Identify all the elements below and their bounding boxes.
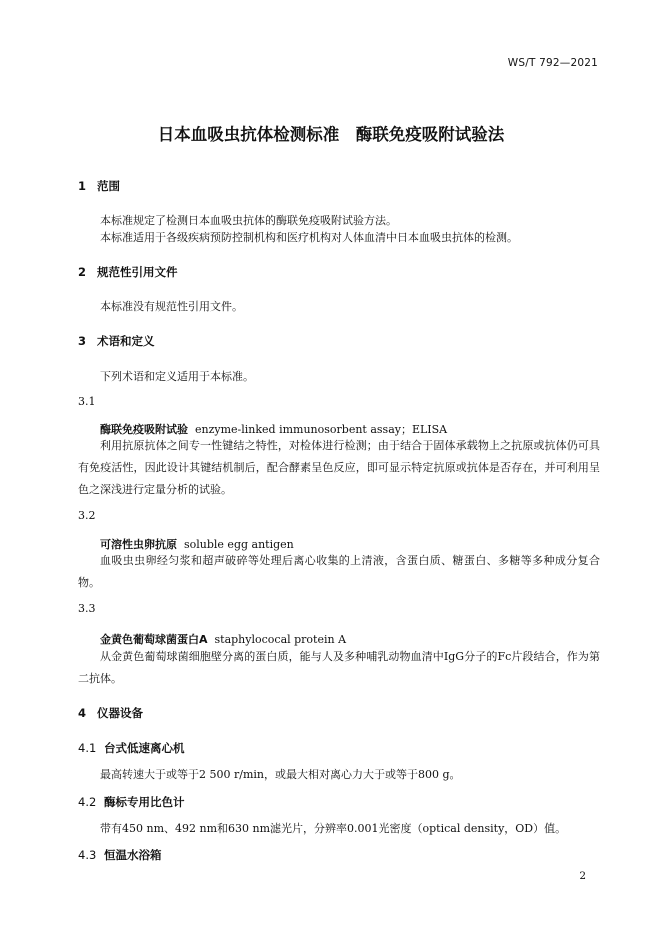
term-3-1-number: 3.1 — [78, 395, 96, 408]
section-number: 1 — [78, 179, 87, 193]
section-3-heading — [78, 333, 155, 349]
subsection-title: 酶标专用比色计 — [104, 795, 185, 809]
section-number: 3 — [78, 334, 87, 348]
term-english: soluble egg antigen — [184, 538, 294, 551]
section-title: 仪器设备 — [97, 706, 143, 720]
section-3-paragraph-1: 下列术语和定义适用于本标准。 — [100, 370, 254, 383]
subsection-title: 恒温水浴箱 — [104, 848, 162, 862]
term-english: enzyme-linked immunosorbent assay；ELISA — [195, 423, 448, 436]
term-3-2-number: 3.2 — [78, 509, 96, 522]
subsection-4-2-heading — [78, 794, 185, 810]
section-number: 2 — [78, 265, 87, 279]
term-chinese: 可溶性虫卵抗原 — [100, 538, 177, 551]
section-1-heading — [78, 178, 120, 194]
term-3-3 — [100, 631, 346, 647]
standard-code: WS/T 792—2021 — [507, 57, 598, 69]
subsection-4-1-text: 最高转速大于或等于2 500 r/min，或最大相对离心力大于或等于800 g。 — [100, 768, 461, 781]
term-english: staphylococal protein A — [214, 633, 347, 646]
section-title: 规范性引用文件 — [97, 265, 178, 279]
term-chinese: 酶联免疫吸附试验 — [100, 423, 188, 436]
subsection-4-3-heading — [78, 847, 162, 863]
section-1-paragraph-2: 本标准适用于各级疾病预防控制机构和医疗机构对人体血清中日本血吸虫抗体的检测。 — [100, 231, 518, 244]
term-chinese: 金黄色葡萄球菌蛋白A — [100, 633, 208, 646]
section-title: 术语和定义 — [97, 334, 155, 348]
term-3-3-number: 3.3 — [78, 602, 96, 615]
section-number: 4 — [78, 706, 87, 720]
subsection-title: 台式低速离心机 — [104, 741, 185, 755]
subsection-number: 4.2 — [78, 795, 97, 809]
term-3-3-definition: 从金黄色葡萄球菌细胞壁分离的蛋白质，能与人及多种哺乳动物血清中IgG分子的Fc片段结合，作为第二抗体。 — [78, 650, 600, 685]
document-title: 日本血吸虫抗体检测标准 酶联免疫吸附试验法 — [157, 125, 505, 144]
subsection-number: 4.1 — [78, 741, 97, 755]
section-4-heading — [78, 705, 143, 721]
section-title: 范围 — [97, 179, 120, 193]
section-2-heading — [78, 264, 178, 280]
subsection-4-1-heading — [78, 740, 185, 756]
section-2-paragraph-1: 本标准没有规范性引用文件。 — [100, 300, 243, 313]
term-3-2-definition: 血吸虫虫卵经匀浆和超声破碎等处理后离心收集的上清液，含蛋白质、糖蛋白、多糖等多种成分复合物。 — [78, 554, 600, 589]
subsection-4-2-text: 带有450 nm、492 nm和630 nm滤光片，分辨率0.001光密度（optical density，OD）值。 — [100, 822, 567, 835]
section-1-paragraph-1: 本标准规定了检测日本血吸虫抗体的酶联免疫吸附试验方法。 — [100, 214, 397, 227]
subsection-number: 4.3 — [78, 848, 97, 862]
term-3-1-definition: 利用抗原抗体之间专一性键结之特性，对检体进行检测；由于结合于固体承载物上之抗原或抗体仍可具有免疫活性，因此设计其键结机制后，配合酵素呈色反应，即可显示特定抗原或抗体是否存在，并可利用呈色之深浅进行定量分析的试验。 — [78, 439, 600, 496]
page-number: 2 — [579, 870, 586, 882]
